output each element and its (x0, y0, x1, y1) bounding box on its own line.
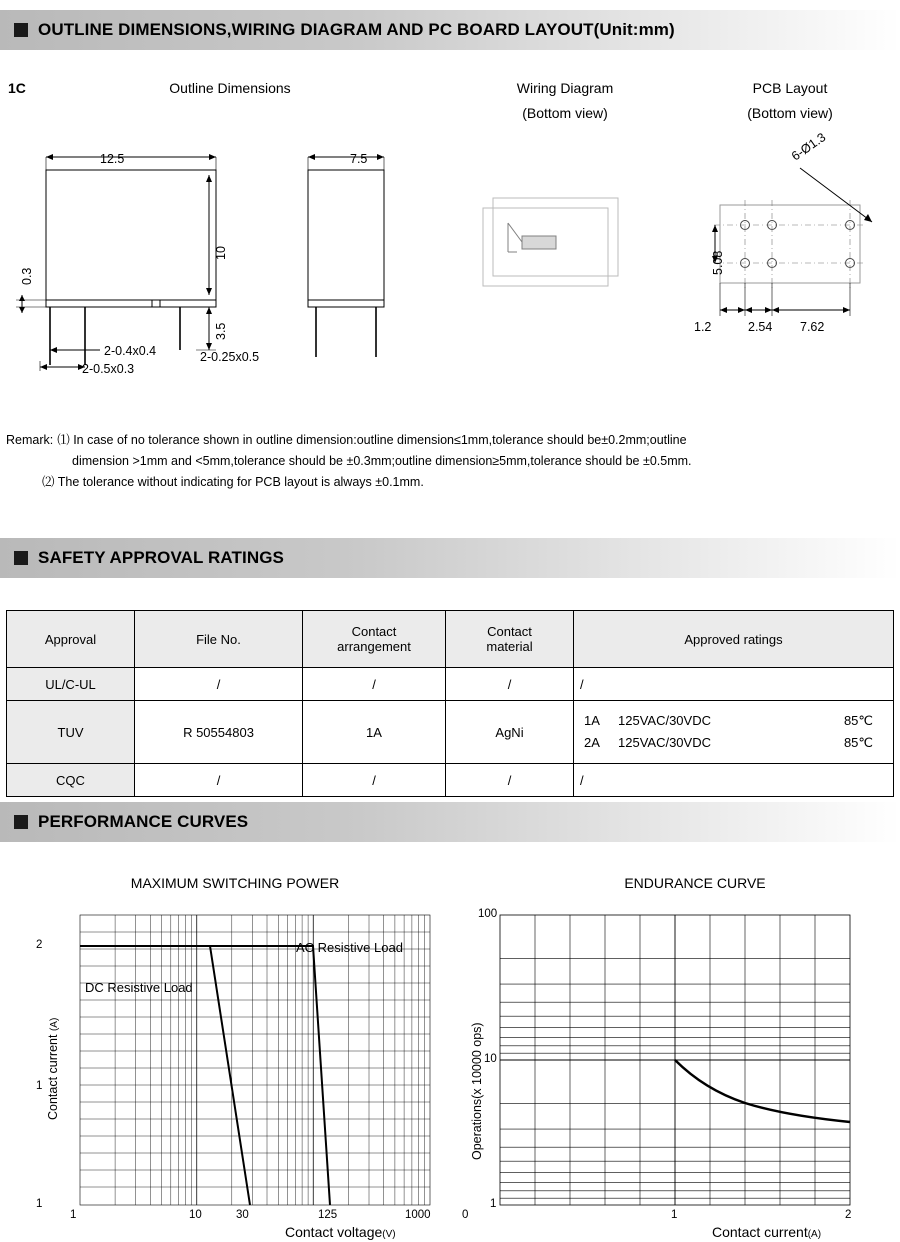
cell-ratings-cqc: / (574, 764, 894, 797)
table-row (7, 764, 894, 797)
pcb-pitch-a: 2.54 (748, 320, 773, 334)
chart1-ytick-1: 1 (36, 1198, 43, 1210)
pcb-pitch-vertical: 5.08 (711, 250, 725, 275)
heading-wiring-subtitle: (Bottom view) (522, 105, 608, 121)
chart2-xlabel (712, 1224, 821, 1240)
contact-form-label: 1C (8, 80, 26, 96)
header-contact-arrangement-line1: Contact (351, 624, 397, 639)
chart-endurance (460, 905, 890, 1235)
section-title-outline: OUTLINE DIMENSIONS,WIRING DIAGRAM AND PC BOARD LAYOUT(Unit:mm) (38, 20, 675, 39)
section-title-curves: PERFORMANCE CURVES (38, 812, 249, 831)
heading-pcb-layout: PCB Layout (752, 80, 828, 96)
cell-arrangement-tuv: 1A (303, 701, 446, 764)
cell-arrangement-cqc: / (303, 764, 446, 797)
chart2-xunit: (A) (807, 1229, 822, 1240)
rating-temp-2a: 85℃ (843, 735, 873, 750)
rating-line-2a (580, 735, 887, 751)
table-row (7, 701, 894, 764)
remark-block (6, 430, 886, 493)
dim-depth: 7.5 (350, 152, 368, 166)
pcb-edge-dim: 1.2 (694, 320, 712, 334)
dim-width: 12.5 (100, 152, 125, 166)
rating-spec-1a: 125VAC/30VDC (618, 713, 711, 728)
heading-outline-dimensions: Outline Dimensions (169, 80, 291, 96)
chart1-xtick-125: 125 (318, 1209, 338, 1221)
chart2-ytick-100: 100 (478, 908, 498, 920)
rating-spec-2a: 125VAC/30VDC (618, 735, 711, 750)
chart2-ytick-1: 1 (490, 1198, 497, 1210)
cell-ratings-tuv (574, 701, 894, 764)
cell-approval-cqc: CQC (7, 764, 135, 797)
rating-line-1a (580, 713, 887, 729)
table-row (7, 668, 894, 701)
dim-pin-length: 3.5 (214, 322, 228, 340)
chart2-xlabel-text: Contact current (712, 1224, 808, 1240)
section-header-safety (0, 538, 900, 578)
rating-form-2a: 2A (584, 735, 600, 750)
section-header-outline (0, 10, 900, 50)
chart-title-endurance: ENDURANCE CURVE (624, 875, 766, 891)
cell-approval-ul: UL/C-UL (7, 668, 135, 701)
chart-title-switching-power: MAXIMUM SWITCHING POWER (130, 875, 340, 891)
chart1-ytick-mid: 1 (36, 1080, 43, 1092)
section-title-safety: SAFETY APPROVAL RATINGS (38, 548, 284, 567)
header-approved-ratings: Approved ratings (574, 611, 894, 668)
cell-fileno-cqc: / (135, 764, 303, 797)
chart1-ylabel-text: Contact current (46, 1034, 60, 1120)
chart2-xtick-2: 2 (845, 1209, 852, 1221)
pcb-pitch-b: 7.62 (800, 320, 825, 334)
remark-line-1: ⑴ In case of no tolerance shown in outline dimension:outline dimension≤1mm,tolerance should be±0.2mm;outline (57, 433, 687, 447)
section-header-curves (0, 802, 900, 842)
dim-pin-c: 2-0.5x0.3 (82, 362, 135, 376)
dim-pin-a: 2-0.4x0.4 (104, 344, 157, 358)
header-contact-material (446, 611, 574, 668)
dim-height: 10 (214, 246, 228, 260)
cell-fileno-tuv: R 50554803 (135, 701, 303, 764)
header-contact-arrangement-line2: arrangement (337, 639, 411, 654)
cell-material-tuv: AgNi (446, 701, 574, 764)
chart1-xtick-30: 30 (236, 1209, 249, 1221)
chart1-xlabel (285, 1224, 396, 1240)
heading-pcb-subtitle: (Bottom view) (747, 105, 833, 121)
chart1-xtick-1: 1 (70, 1209, 77, 1221)
outline-side-view-drawing (280, 135, 460, 400)
bullet-square-icon (14, 551, 28, 565)
rating-temp-1a: 85℃ (843, 713, 873, 728)
dim-base: 0.3 (20, 267, 34, 285)
rating-form-1a: 1A (584, 713, 600, 728)
chart1-xtick-1000: 1000 (405, 1209, 431, 1221)
header-contact-material-line2: material (486, 639, 533, 654)
cell-fileno-ul: / (135, 668, 303, 701)
cell-material-cqc: / (446, 764, 574, 797)
pcb-hole-note: 6-Ø1.3 (789, 130, 829, 164)
table-header-row (7, 611, 894, 668)
header-file-no: File No. (135, 611, 303, 668)
chart1-annotation-dc: DC Resistive Load (85, 980, 193, 995)
chart1-yunit: (A) (49, 1017, 60, 1032)
remark-label: Remark: (6, 433, 54, 447)
remark-line-2: dimension >1mm and <5mm,tolerance should be ±0.3mm;outline dimension≥5mm,tolerance should be ±0.5mm. (72, 454, 692, 468)
safety-approval-table (6, 610, 894, 797)
chart2-ylabel: Operations(x 10000 ops) (470, 1022, 484, 1160)
header-approval: Approval (7, 611, 135, 668)
chart1-ytick-2: 2 (36, 939, 43, 951)
header-contact-arrangement (303, 611, 446, 668)
heading-wiring-diagram: Wiring Diagram (516, 80, 614, 96)
bullet-square-icon (14, 23, 28, 37)
cell-ratings-ul: / (574, 668, 894, 701)
remark-line-3: ⑵ The tolerance without indicating for PCB layout is always ±0.1mm. (42, 475, 424, 489)
header-contact-material-line1: Contact (487, 624, 532, 639)
chart1-xunit: (V) (382, 1229, 396, 1240)
bullet-square-icon (14, 815, 28, 829)
chart2-xtick-1: 1 (671, 1209, 678, 1221)
cell-material-ul: / (446, 668, 574, 701)
chart1-xlabel-text: Contact voltage (285, 1224, 383, 1240)
cell-approval-tuv: TUV (7, 701, 135, 764)
chart1-xtick-10: 10 (189, 1209, 202, 1221)
chart2-xtick-0: 0 (462, 1209, 469, 1221)
chart1-ylabel (46, 1018, 60, 1120)
cell-arrangement-ul: / (303, 668, 446, 701)
dim-pin-b: 2-0.25x0.5 (200, 350, 260, 364)
wiring-diagram-drawing (470, 190, 660, 320)
chart2-ytick-10: 10 (484, 1053, 497, 1065)
chart1-annotation-ac: AC Resistive Load (296, 940, 403, 955)
